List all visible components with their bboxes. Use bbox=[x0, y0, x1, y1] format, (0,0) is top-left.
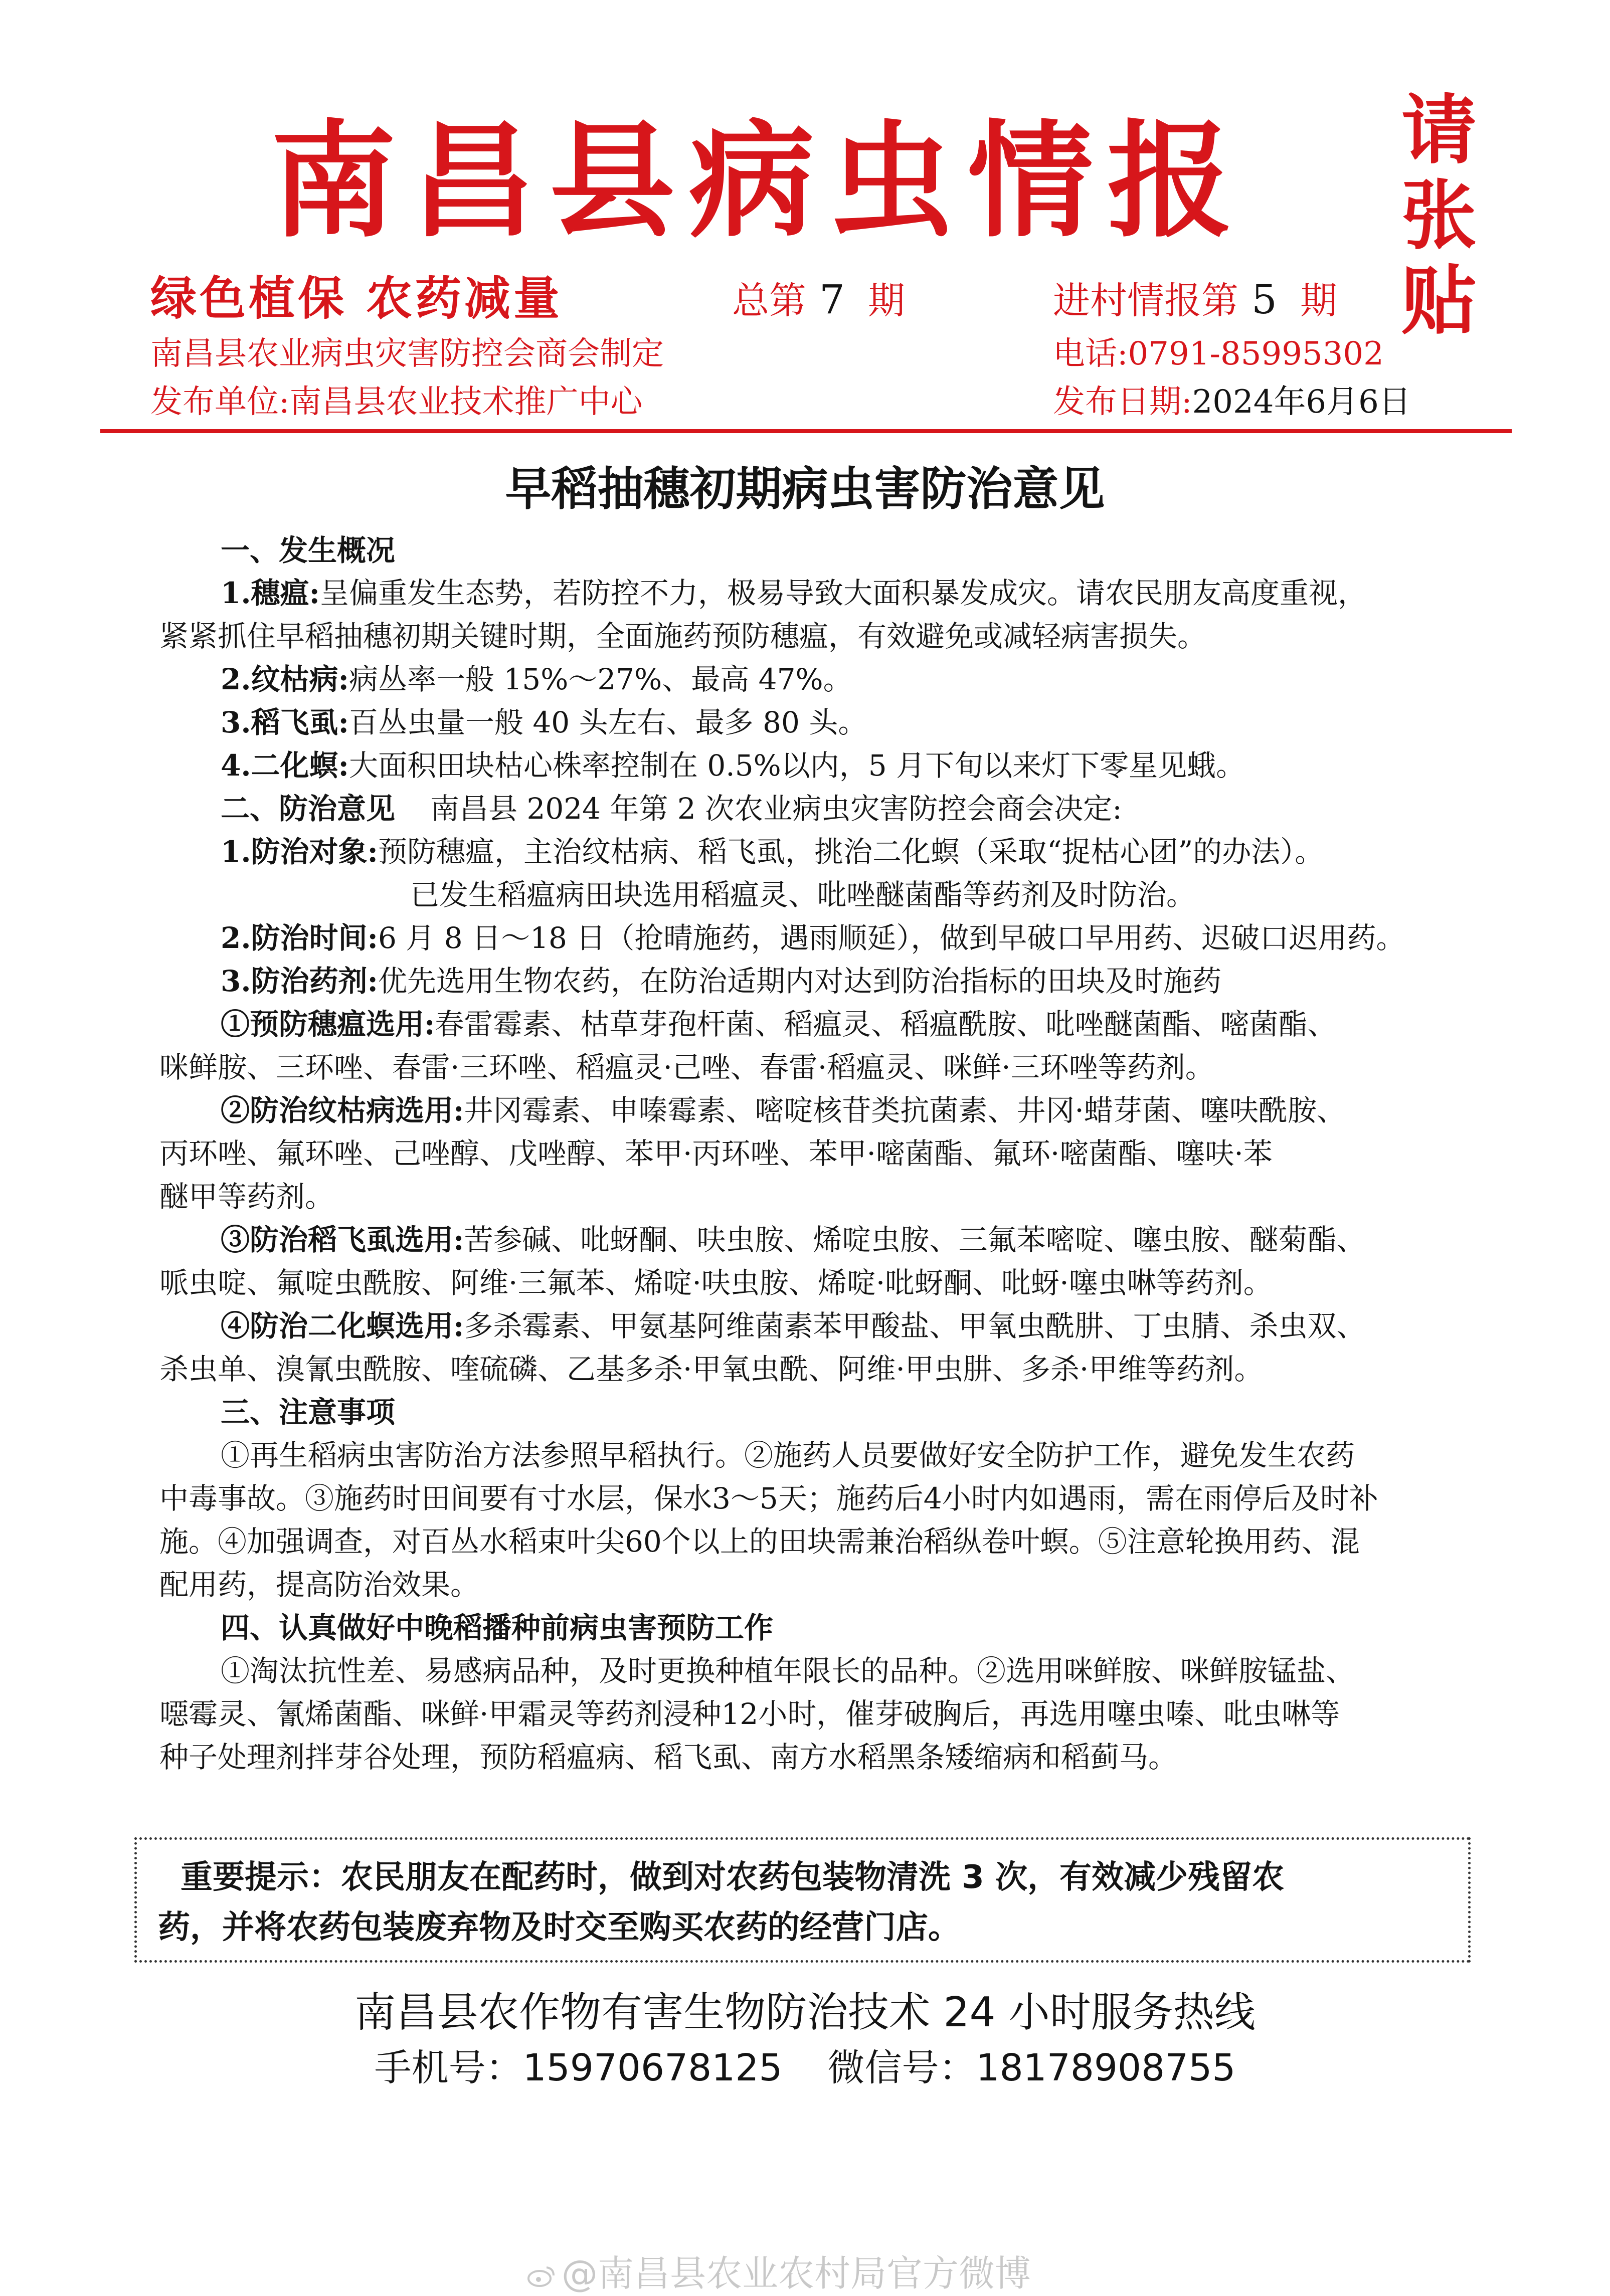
control-drugs: 3.防治药剂:优先选用生物农药，在防治适期内对达到防治指标的田块及时施药 bbox=[221, 964, 1221, 998]
issue-village-number: 5 bbox=[1251, 276, 1277, 323]
drug-panicle-blast-cont: 咪鲜胺、三环唑、春雷·三环唑、稻瘟灵·己唑、春雷·稻瘟灵、咪鲜·三环唑等药剂。 bbox=[159, 1050, 1214, 1084]
control-target: 1.防治对象:预防穗瘟，主治纹枯病、稻飞虱，挑治二化螟（采取“捉枯心团”的办法）。 bbox=[221, 835, 1324, 869]
publish-date-value: 2024年6月6日 bbox=[1192, 384, 1411, 421]
notes-line: ①再生稻病虫害防治方法参照早稻执行。②施药人员要做好安全防护工作，避免发生农药 bbox=[221, 1438, 1355, 1472]
section-2-heading: 二、防治意见 南昌县 2024 年第 2 次农业病虫灾害防控会商会决定: bbox=[221, 792, 1122, 826]
issue-unit: 期 bbox=[1300, 279, 1337, 322]
drug-sheath-blight-cont: 丙环唑、氟环唑、己唑醇、戊唑醇、苯甲·丙环唑、苯甲·嘧菌酯、氟环·嘧菌酯、噻呋·苯 bbox=[159, 1136, 1273, 1171]
post-notice-char: 请 bbox=[1401, 86, 1477, 174]
section-1-heading: 一、发生概况 bbox=[221, 533, 396, 567]
issue-total-label: 总第 bbox=[732, 279, 806, 322]
hotline-phone: 手机号：15970678125 bbox=[374, 2046, 783, 2089]
control-time: 2.防治时间:6 月 8 日～18 日（抢晴施药，遇雨顺延），做到早破口早用药、迟破口迟用药。 bbox=[221, 921, 1405, 955]
slogan: 绿色植保 农药减量 bbox=[150, 271, 563, 325]
item-panicle-blast: 1.穗瘟:呈偏重发生态势，若防控不力，极易导致大面积暴发成灾。请农民朋友高度重视， bbox=[221, 576, 1367, 610]
notes-line: 配用药，提高防治效果。 bbox=[159, 1568, 480, 1602]
publish-date bbox=[1053, 380, 1411, 424]
weibo-icon bbox=[526, 2263, 557, 2288]
important-notice-line: 药，并将农药包装废弃物及时交至购买农药的经营门店。 bbox=[158, 1909, 960, 1946]
issue-village-label: 进村情报第 bbox=[1053, 279, 1238, 322]
maker-line: 南昌县农业病虫灾害防控会商会制定 bbox=[150, 335, 664, 372]
item-panicle-blast-cont: 紧紧抓住早稻抽穗初期关键时期，全面施药预防穗瘟，有效避免或减轻病害损失。 bbox=[159, 619, 1207, 653]
watermark-text: @南昌县农业农村局官方微博 bbox=[562, 2252, 1031, 2294]
notes-line: 中毒事故。③施药时田间要有寸水层，保水3～5天；施药后4小时内如遇雨，需在雨停后及时补 bbox=[159, 1481, 1378, 1515]
prevention-line: 种子处理剂拌芽谷处理，预防稻瘟病、稻飞虱、南方水稻黑条矮缩病和稻蓟马。 bbox=[159, 1740, 1178, 1774]
hotline-title: 南昌县农作物有害生物防治技术 24 小时服务热线 bbox=[354, 1989, 1256, 2036]
document-title: 早稻抽穗初期病虫害防治意见 bbox=[505, 462, 1105, 516]
drug-panicle-blast: ①预防穗瘟选用:春雷霉素、枯草芽孢杆菌、稻瘟灵、稻瘟酰胺、吡唑醚菌酯、嘧菌酯、 bbox=[221, 1007, 1337, 1041]
weibo-watermark bbox=[526, 2251, 1031, 2296]
publisher-line: 发布单位:南昌县农业技术推广中心 bbox=[150, 384, 643, 421]
post-notice-char: 张 bbox=[1401, 171, 1477, 260]
phone-line: 电话:0791-85995302 bbox=[1053, 335, 1384, 372]
post-notice bbox=[1394, 88, 1484, 343]
masthead-title: 南昌县病虫情报 bbox=[271, 107, 1246, 254]
hotline-numbers bbox=[0, 2040, 1610, 2095]
drug-planthopper-cont: 哌虫啶、氟啶虫酰胺、阿维·三氟苯、烯啶·呋虫胺、烯啶·吡蚜酮、吡蚜·噻虫啉等药剂。 bbox=[159, 1266, 1273, 1300]
header-divider bbox=[100, 429, 1512, 433]
item-planthopper: 3.稻飞虱:百丛虫量一般 40 头左右、最多 80 头。 bbox=[221, 705, 867, 739]
hotline-wechat: 微信号：18178908755 bbox=[827, 2046, 1236, 2089]
issue-total-number: 7 bbox=[819, 276, 845, 323]
prevention-line: 噁霉灵、氰烯菌酯、咪鲜·甲霜灵等药剂浸种12小时，催芽破胸后，再选用噻虫嗪、吡虫啉等 bbox=[159, 1697, 1340, 1731]
post-notice-char: 贴 bbox=[1401, 257, 1477, 345]
control-target-cont: 已发生稻瘟病田块选用稻瘟灵、吡唑醚菌酯等药剂及时防治。 bbox=[410, 878, 1196, 912]
item-sheath-blight: 2.纹枯病:病丛率一般 15%～27%、最高 47%。 bbox=[221, 662, 852, 696]
drug-stem-borer-cont: 杀虫单、溴氰虫酰胺、喹硫磷、乙基多杀·甲氧虫酰、阿维·甲虫肼、多杀·甲维等药剂。 bbox=[159, 1352, 1264, 1386]
publish-date-label: 发布日期: bbox=[1053, 384, 1192, 421]
issue-village bbox=[1053, 275, 1337, 326]
prevention-line: ①淘汰抗性差、易感病品种，及时更换种植年限长的品种。②选用咪鲜胺、咪鲜胺锰盐、 bbox=[221, 1654, 1355, 1688]
notes-line: 施。④加强调查，对百丛水稻束叶尖60个以上的田块需兼治稻纵卷叶螟。⑤注意轮换用药、混 bbox=[159, 1524, 1360, 1559]
drug-sheath-blight: ②防治纹枯病选用:井冈霉素、申嗪霉素、嘧啶核苷类抗菌素、井冈·蜡芽菌、噻呋酰胺、 bbox=[221, 1093, 1346, 1127]
drug-planthopper: ③防治稻飞虱选用:苦参碱、吡蚜酮、呋虫胺、烯啶虫胺、三氟苯嘧啶、噻虫胺、醚菊酯、 bbox=[221, 1223, 1366, 1257]
drug-sheath-blight-cont: 醚甲等药剂。 bbox=[159, 1180, 334, 1214]
issue-total bbox=[732, 275, 905, 326]
item-stem-borer: 4.二化螟:大面积田块枯心株率控制在 0.5%以内，5 月下旬以来灯下零星见蛾。 bbox=[221, 748, 1245, 783]
section-4-heading: 四、认真做好中晚稻播种前病虫害预防工作 bbox=[221, 1611, 774, 1645]
drug-stem-borer: ④防治二化螟选用:多杀霉素、甲氨基阿维菌素苯甲酸盐、甲氧虫酰肼、丁虫腈、杀虫双、 bbox=[221, 1309, 1366, 1343]
section-3-heading: 三、注意事项 bbox=[221, 1395, 396, 1429]
issue-unit: 期 bbox=[867, 279, 905, 322]
important-notice-line: 重要提示：农民朋友在配药时，做到对农药包装物清洗 3 次，有效减少残留农 bbox=[181, 1859, 1285, 1896]
